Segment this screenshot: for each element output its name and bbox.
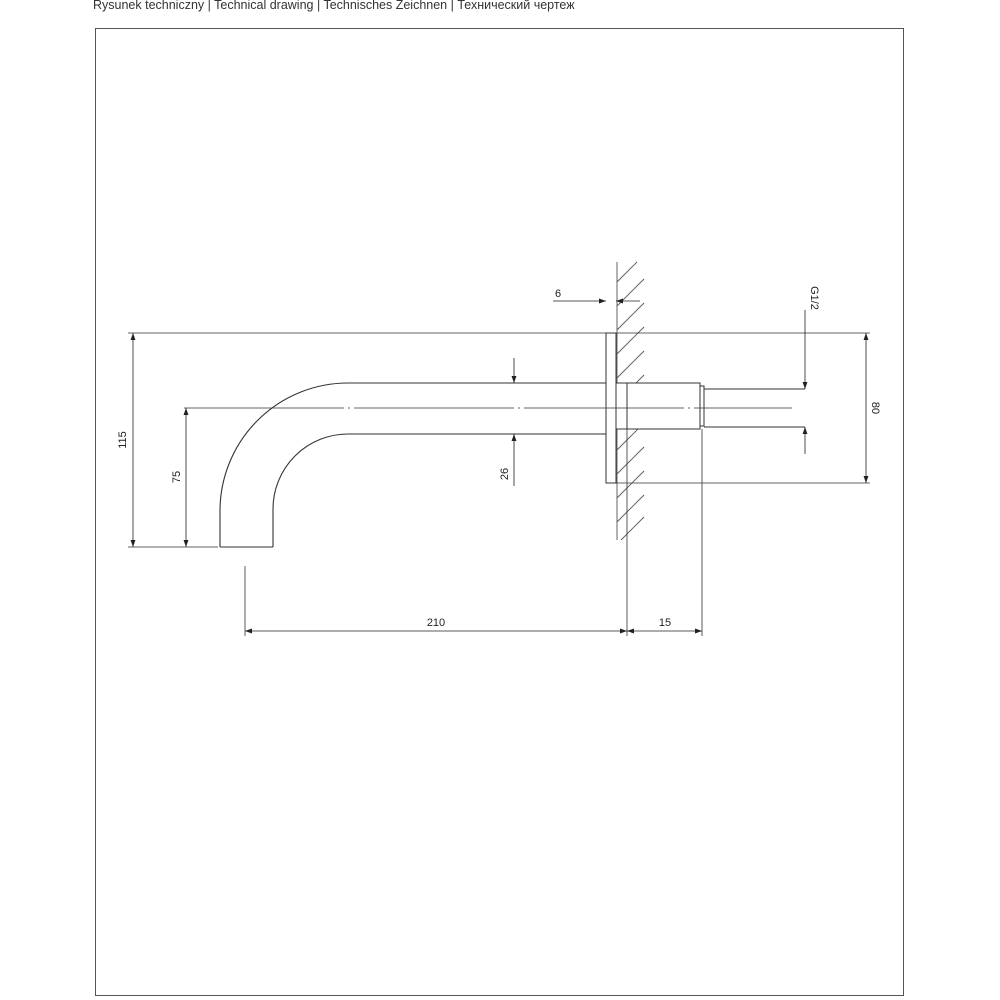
dim-label-6: 6 [554,288,562,300]
page-title: Rysunek techniczny | Technical drawing | Technisches Zeichnen | Технический чертеж [93,0,575,12]
dim-label-210: 210 [426,617,446,629]
dimension-lines [133,301,866,631]
dim-label-80: 80 [869,401,881,415]
dim-label-75: 75 [171,470,183,484]
extension-lines [128,333,870,636]
dim-label-15: 15 [658,617,672,629]
connector-body [616,383,704,429]
dim-label-26: 26 [499,467,511,481]
dim-label-115: 115 [117,431,129,449]
dim-label-thread: G1/2 [808,286,820,310]
